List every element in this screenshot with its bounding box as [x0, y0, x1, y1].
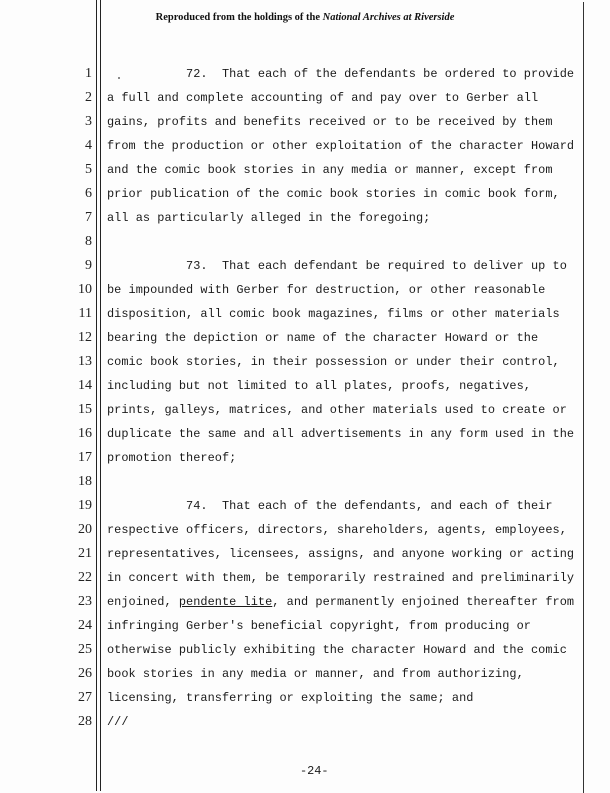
text-line: infringing Gerber's beneficial copyright, from producing or	[107, 619, 531, 633]
line-numbers-column	[60, 62, 92, 734]
header-prefix: Reproduced from the holdings of the	[155, 12, 323, 23]
text-line: promotion thereof;	[107, 451, 237, 465]
text-line: disposition, all comic book magazines, films or other materials	[107, 307, 560, 321]
text-line: ///	[107, 715, 129, 729]
page-number: -24-	[300, 764, 329, 778]
text-line: respective officers, directors, shareholders, agents, employees,	[107, 523, 567, 537]
line-number: 24	[78, 618, 92, 633]
text-line: prints, galleys, matrices, and other materials used to create or	[107, 403, 567, 417]
text-line: 73. That each defendant be required to deliver up to	[107, 259, 567, 273]
underlined-latin-term: pendente lite	[178, 595, 273, 609]
line-number: 8	[85, 234, 92, 249]
line-number: 7	[85, 210, 92, 225]
line-number: 2	[85, 90, 92, 105]
text-line: in concert with them, be temporarily restrained and preliminarily	[107, 571, 575, 585]
text-line: duplicate the same and all advertisements in any form used in the	[107, 427, 575, 441]
line-number: 23	[78, 594, 92, 609]
text-line: prior publication of the comic book stories in comic book form,	[107, 187, 560, 201]
line-number: 11	[78, 306, 92, 321]
text-line: representatives, licensees, assigns, and anyone working or acting	[107, 547, 575, 561]
text-line: all as particularly alleged in the foregoing;	[107, 211, 431, 225]
archive-header	[0, 12, 610, 23]
text-line: gains, profits and benefits received or to be received by them	[107, 115, 553, 129]
text-line	[107, 590, 587, 614]
line-number: 27	[78, 690, 92, 705]
line-number: 18	[78, 474, 92, 489]
text-segment: enjoined,	[107, 595, 179, 609]
text-line: be impounded with Gerber for destruction, or other reasonable	[107, 283, 546, 297]
pleading-body	[107, 62, 587, 734]
text-line: 72. That each of the defendants be ordered to provide	[107, 67, 575, 81]
line-number: 26	[78, 666, 92, 681]
line-number: 12	[78, 330, 92, 345]
line-number: 3	[85, 114, 92, 129]
header-archive-name: National Archives at Riverside	[322, 12, 455, 23]
line-number: 10	[78, 282, 92, 297]
text-line: book stories in any media or manner, and from authorizing,	[107, 667, 524, 681]
text-line	[107, 230, 587, 254]
text-line: and the comic book stories in any media or manner, except from	[107, 163, 553, 177]
line-number: 9	[85, 258, 92, 273]
line-number: 22	[78, 570, 92, 585]
line-number: 19	[78, 498, 92, 513]
text-line: a full and complete accounting of and pay over to Gerber all	[107, 91, 539, 105]
line-number: 4	[85, 138, 92, 153]
line-number: 17	[78, 450, 92, 465]
line-number: 28	[78, 714, 92, 729]
text-segment: , and permanently enjoined thereafter from	[272, 595, 575, 609]
text-line: bearing the depiction or name of the character Howard or the	[107, 331, 539, 345]
line-number: 20	[78, 522, 92, 537]
left-margin-rule-inner	[100, 0, 101, 791]
text-line: from the production or other exploitation of the character Howard	[107, 139, 575, 153]
text-line	[107, 470, 587, 494]
line-number: 13	[78, 354, 92, 369]
line-number: 16	[78, 426, 92, 441]
line-number: 25	[78, 642, 92, 657]
line-number: 6	[85, 186, 92, 201]
text-line: comic book stories, in their possession or under their control,	[107, 355, 560, 369]
text-line: including but not limited to all plates, proofs, negatives,	[107, 379, 531, 393]
line-number: 1	[85, 66, 92, 81]
text-line: licensing, transferring or exploiting the same; and	[107, 691, 474, 705]
left-margin-rule-outer	[96, 0, 97, 791]
line-number: 21	[78, 546, 92, 561]
line-number: 14	[78, 378, 92, 393]
text-line: otherwise publicly exhibiting the character Howard and the comic	[107, 643, 567, 657]
line-number: 5	[85, 162, 92, 177]
line-number: 15	[78, 402, 92, 417]
text-line: 74. That each of the defendants, and each of their	[107, 499, 553, 513]
